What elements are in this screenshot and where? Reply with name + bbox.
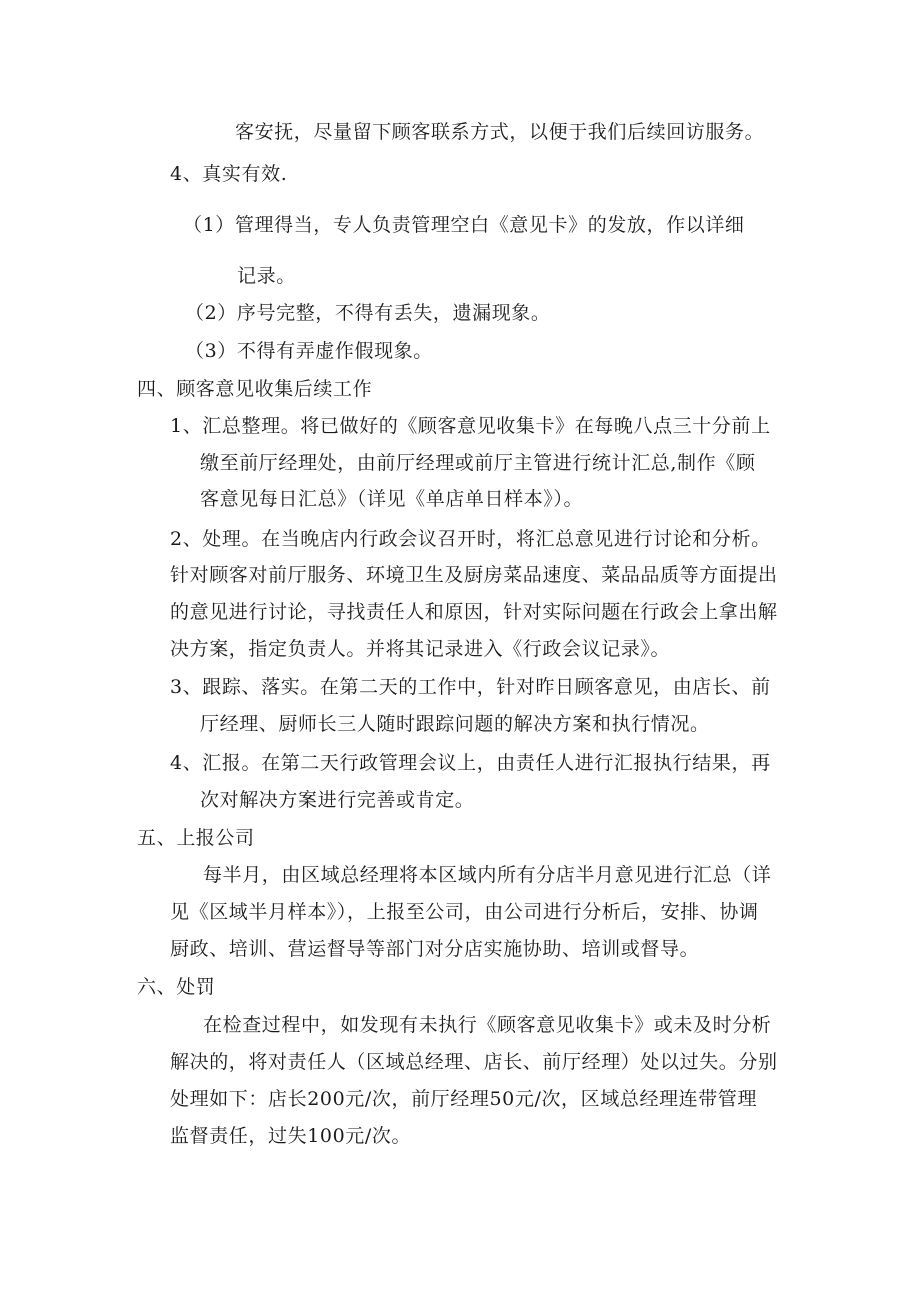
sub-item: （3）不得有弄虚作假现象。 (185, 340, 433, 362)
list-item: 4、汇报。在第二天行政管理会议上，由责任人进行汇报执行结果，再 (170, 752, 771, 774)
section-heading: 四、顾客意见收集后续工作 (137, 378, 373, 400)
paragraph-line: 的意见进行讨论，寻找责任人和原因，针对实际问题在行政会上拿出解 (170, 601, 778, 623)
sub-item: （1）管理得当，专人负责管理空白《意见卡》的发放，作以详细 (183, 214, 745, 236)
section-heading: 六、处罚 (137, 976, 216, 998)
list-item-continuation: 厅经理、厨师长三人随时跟踪问题的解决方案和执行情况。 (200, 713, 710, 735)
paragraph-line: 客安抚，尽量留下顾客联系方式，以便于我们后续回访服务。 (235, 121, 765, 143)
paragraph-line: 每半月，由区域总经理将本区域内所有分店半月意见进行汇总（详 (203, 864, 772, 886)
sub-item: （2）序号完整，不得有丢失，遗漏现象。 (185, 302, 551, 324)
paragraph-line: 解决的，将对责任人（区域总经理、店长、前厅经理）处以过失。分别 (170, 1051, 778, 1073)
list-item: 2、处理。在当晚店内行政会议召开时，将汇总意见进行讨论和分析。 (170, 528, 771, 550)
list-item: 1、汇总整理。将已做好的《顾客意见收集卡》在每晚八点三十分前上 (170, 415, 771, 437)
paragraph-line: 厨政、培训、营运督导等部门对分店实施协助、培训或督导。 (170, 938, 700, 960)
paragraph-line: 针对顾客对前厅服务、环境卫生及厨房菜品速度、菜品品质等方面提出 (170, 564, 778, 586)
sub-item-continuation: 记录。 (237, 265, 296, 287)
list-item: 3、跟踪、落实。在第二天的工作中，针对昨日顾客意见，由店长、前 (170, 676, 771, 698)
section-heading: 五、上报公司 (137, 827, 255, 849)
paragraph-line: 监督责任，过失100元/次。 (170, 1125, 412, 1147)
list-item-continuation: 次对解决方案进行完善或肯定。 (200, 789, 475, 811)
paragraph-line: 在检查过程中，如发现有未执行《顾客意见收集卡》或未及时分析 (203, 1014, 772, 1036)
paragraph-line: 处理如下：店长200元/次，前厅经理50元/次，区域总经理连带管理 (170, 1088, 758, 1110)
list-item-continuation: 缴至前厅经理处，由前厅经理或前厅主管进行统计汇总,制作《顾 (200, 452, 756, 474)
list-item-heading: 4、真实有效. (170, 163, 288, 185)
paragraph-line: 见《区域半月样本》），上报至公司，由公司进行分析后，安排、协调 (170, 901, 759, 923)
paragraph-line: 决方案，指定负责人。并将其记录进入《行政会议记录》。 (170, 638, 671, 660)
list-item-continuation: 客意见每日汇总》（详见《单店单日样本》）。 (200, 488, 584, 510)
